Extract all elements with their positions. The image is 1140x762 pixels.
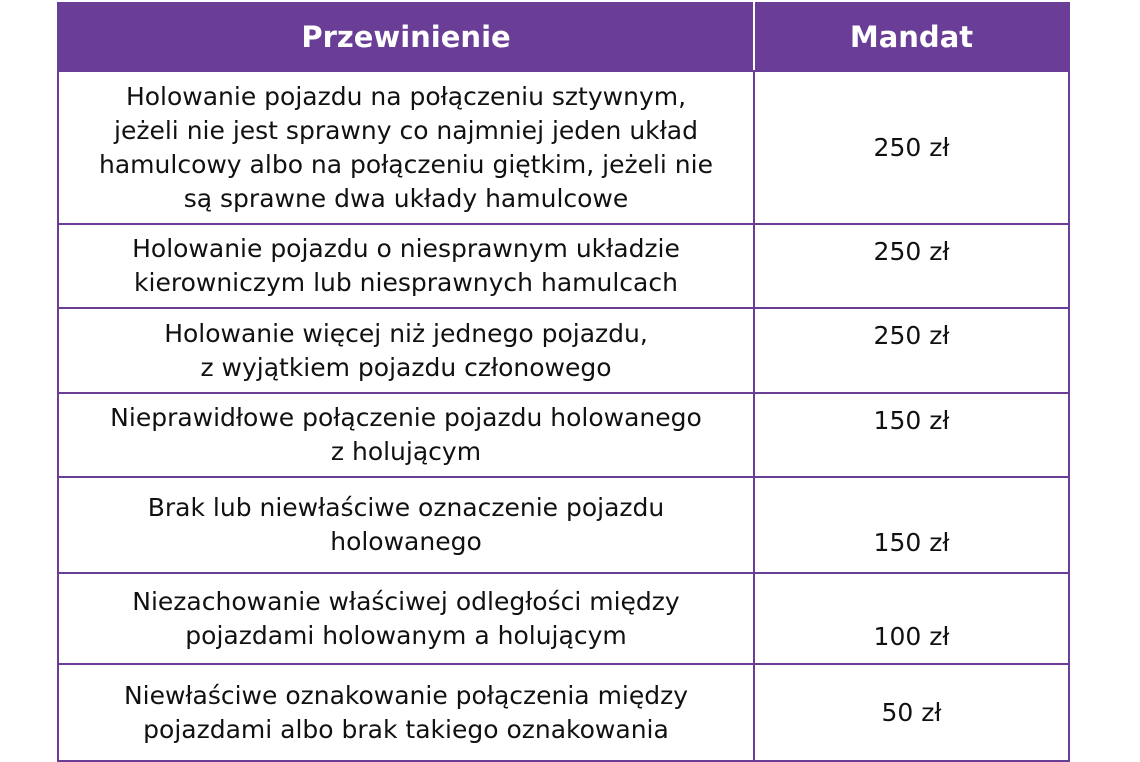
table-body bbox=[58, 71, 1069, 761]
column-header-fine: Mandat bbox=[754, 3, 1069, 71]
fine-cell: 150 zł bbox=[754, 393, 1069, 477]
fine-cell: 50 zł bbox=[754, 664, 1069, 761]
offense-cell: Nieprawidłowe połączenie pojazdu holowanego z holującym bbox=[58, 393, 754, 477]
table-header bbox=[58, 3, 1069, 71]
table-row bbox=[58, 573, 1069, 664]
offense-cell: Holowanie pojazdu o niesprawnym układzie kierowniczym lub niesprawnych hamulcach bbox=[58, 224, 754, 308]
table-row bbox=[58, 308, 1069, 393]
table-row bbox=[58, 393, 1069, 477]
offense-cell: Holowanie więcej niż jednego pojazdu, z wyjątkiem pojazdu członowego bbox=[58, 308, 754, 393]
offense-cell: Niezachowanie właściwej odległości między pojazdami holowanym a holującym bbox=[58, 573, 754, 664]
column-header-offense: Przewinienie bbox=[58, 3, 754, 71]
header-row bbox=[58, 3, 1069, 71]
table-row bbox=[58, 71, 1069, 224]
fine-cell: 250 zł bbox=[754, 308, 1069, 393]
offense-cell: Niewłaściwe oznakowanie połączenia między pojazdami albo brak takiego oznakowania bbox=[58, 664, 754, 761]
fine-cell: 250 zł bbox=[754, 71, 1069, 224]
fines-table bbox=[57, 2, 1070, 762]
table-row bbox=[58, 224, 1069, 308]
table-row bbox=[58, 477, 1069, 573]
fine-cell: 250 zł bbox=[754, 224, 1069, 308]
offense-cell: Brak lub niewłaściwe oznaczenie pojazdu holowanego bbox=[58, 477, 754, 573]
offense-cell: Holowanie pojazdu na połączeniu sztywnym, jeżeli nie jest sprawny co najmniej jeden układ hamulcowy albo na połączeniu giętkim, jeżeli nie są sprawne dwa układy hamulcowe bbox=[58, 71, 754, 224]
fine-cell: 100 zł bbox=[754, 573, 1069, 664]
fine-cell: 150 zł bbox=[754, 477, 1069, 573]
table-row bbox=[58, 664, 1069, 761]
